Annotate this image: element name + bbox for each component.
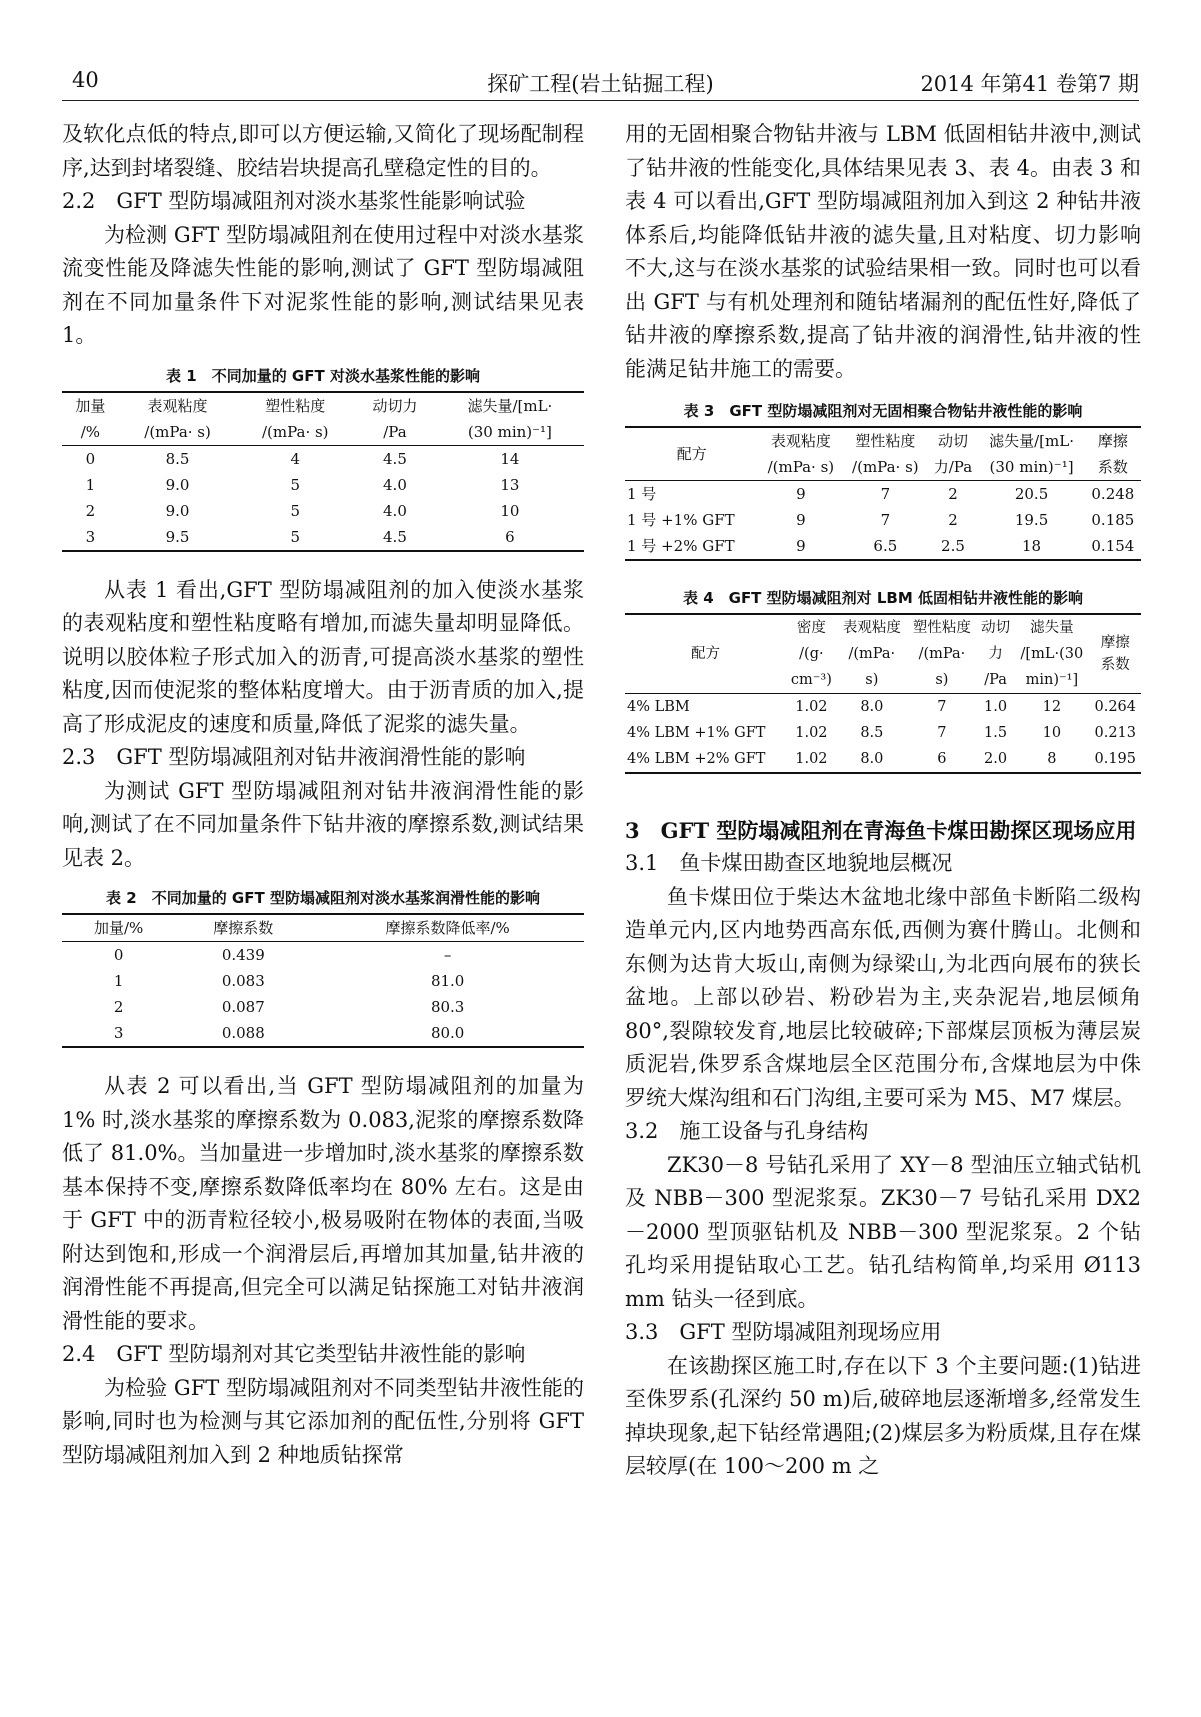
right-column (625, 118, 1141, 1484)
table-header-text: 摩擦 (1100, 635, 1130, 651)
cell: 8 (1047, 751, 1057, 767)
cell: 0.083 (221, 972, 265, 990)
paragraph: 从表 1 看出,GFT 型防塌减阻剂的加入使淡水基浆的表观粘度和塑性粘度略有增加,而滤失量却明显降低。说明以胶体粒子形式加入的沥青,可提高淡水基浆的塑性粘度,因而使泥浆的整体粘度增大。由于沥青质的加入,提高了形成泥皮的速度和质量,降低了泥浆的滤失量。 (62, 577, 584, 736)
cell: 6.5 (873, 537, 898, 555)
table-row (625, 720, 1141, 746)
table-header: (30 min)⁻¹] (978, 454, 1084, 481)
table-2 (62, 913, 584, 1048)
paragraph: 为测试 GFT 型防塌减阻剂对钻井液润滑性能的影响,测试了在不同加量条件下钻井液的摩擦系数,测试结果见表 2。 (62, 778, 584, 870)
table-row (625, 481, 1141, 508)
cell: 1.02 (795, 751, 828, 767)
table-header: 配方 (625, 427, 759, 481)
table-header: 动切力 (372, 396, 418, 415)
cell: 7 (880, 485, 891, 503)
table-header: 配方 (625, 614, 786, 694)
table-header: s) (837, 667, 907, 694)
table-header: 塑性粘度 (855, 432, 916, 450)
cell: 4.0 (383, 501, 407, 520)
cell: 18 (1022, 537, 1042, 555)
cell: 1 号 +1% GFT (627, 511, 735, 529)
cell: 1 号 +2% GFT (627, 537, 735, 555)
paragraph: 从表 2 可以看出,当 GFT 型防塌减阻剂的加量为 1% 时,淡水基浆的摩擦系数为 0.083,泥浆的摩擦系数降低了 81.0%。当加量进一步增加时,淡水基浆的摩擦系数基本保持不变,摩擦系数降低率均在 80% 左右。这是由于 GFT 中的沥青粒径较小,极易吸附在物体的表面,当吸附达到饱和,形成一个润滑层后,再增加其加量,钻井液的润滑性能不再提高,但完全可以满足钻探施工对钻井液润滑性能的要求。 (62, 1074, 584, 1333)
table-header: /(mPa· s) (236, 419, 354, 446)
table-header: 表观粘度 (842, 620, 901, 636)
cell: 10 (1042, 725, 1062, 741)
cell: 0.088 (221, 1024, 265, 1042)
table-header: /Pa (354, 419, 436, 446)
table-row (625, 507, 1141, 533)
cell: 0.195 (1094, 751, 1137, 767)
cell: 0.154 (1091, 537, 1135, 555)
cell: 0.185 (1091, 511, 1135, 529)
cell: 13 (500, 475, 520, 494)
table-header: 力/Pa (928, 454, 979, 481)
section-heading-3-3: 3.3 GFT 型防塌减阻剂现场应用 (625, 1320, 942, 1344)
table-header: 加量/% (62, 914, 175, 942)
cell: 1 (85, 475, 96, 494)
cell: 19.5 (1014, 511, 1049, 529)
cell: 3 (113, 1024, 124, 1042)
table-header: s) (907, 667, 977, 694)
journal-name: 探矿工程(岩土钻掘工程) (487, 72, 714, 96)
table-header: 动切 (937, 432, 968, 450)
cell: 2.0 (984, 751, 1008, 767)
paragraph: 为检验 GFT 型防塌减阻剂对不同类型钻井液性能的影响,同时也为检测与其它添加剂的配伍性,分别将 GFT 型防塌减阻剂加入到 2 种地质钻探常 (62, 1375, 584, 1467)
paragraph: 及软化点低的特点,即可以方便运输,又简化了现场配制程序,达到封堵裂缝、胶结岩块提高孔壁稳定性的目的。 (62, 122, 584, 180)
table-header: /% (62, 419, 119, 446)
table-header: 表观粘度 (770, 432, 831, 450)
table-header: 摩擦系数降低率/% (311, 914, 584, 942)
cell: 1.02 (795, 699, 828, 715)
table-row (62, 1020, 584, 1047)
cell: 5 (290, 501, 301, 520)
table-header: /Pa (977, 667, 1014, 694)
cell: 8.0 (860, 699, 884, 715)
cell: 0.248 (1091, 485, 1135, 503)
table-header: 表观粘度 (147, 396, 208, 415)
section-heading-3: 3 GFT 型防塌减阻剂在青海鱼卡煤田勘探区现场应用 (625, 818, 1137, 843)
cell: 81.0 (430, 972, 465, 990)
cell: 4% LBM (627, 699, 690, 715)
cell: 4% LBM +1% GFT (627, 725, 766, 741)
table-header-text: 系数 (1100, 657, 1130, 673)
running-header (62, 60, 1139, 101)
cell: 80.0 (430, 1024, 465, 1042)
table-header: /(mPa· (918, 646, 966, 662)
issue-info: 2014 年第41 卷第7 期 (920, 72, 1139, 96)
cell: 7 (937, 725, 947, 741)
table-header: 系数 (1085, 454, 1141, 481)
table-header: /(mPa· s) (759, 454, 843, 481)
section-heading-2-2: 2.2 GFT 型防塌减阻剂对淡水基浆性能影响试验 (62, 189, 526, 213)
cell: 9.5 (165, 527, 190, 546)
cell: 7 (937, 699, 947, 715)
cell: 9 (796, 537, 806, 555)
cell: 0.087 (221, 998, 265, 1016)
left-column (62, 118, 584, 1472)
table-header: /(mPa· s) (843, 454, 927, 481)
cell: – (443, 946, 452, 964)
table-4 (625, 613, 1141, 774)
cell: 10 (500, 501, 520, 520)
cell: 1.02 (795, 725, 828, 741)
section-heading-2-4: 2.4 GFT 型防塌剂对其它类型钻井液性能的影响 (62, 1342, 526, 1366)
table-header: cm⁻³) (786, 667, 837, 694)
table-header: /(g· (799, 646, 824, 662)
cell: 7 (880, 511, 891, 529)
cell: 2 (948, 511, 958, 529)
table-header: 密度 (796, 620, 826, 636)
cell: 4 (290, 449, 301, 468)
cell: 5 (290, 475, 301, 494)
cell: 8.5 (165, 449, 190, 468)
table-header: /[mL·(30 (1020, 646, 1084, 662)
table-header: 力 (988, 646, 1003, 662)
table-row (62, 968, 584, 994)
table-row (625, 694, 1141, 721)
table-row (62, 524, 584, 551)
table-header: 滤失量/[mL· (467, 396, 553, 415)
cell: 0.264 (1094, 699, 1137, 715)
cell: 3 (85, 527, 96, 546)
table-1-caption: 表 1 不同加量的 GFT 对淡水基浆性能的影响 (166, 366, 480, 385)
paragraph: ZK30－8 号钻孔采用了 XY－8 型油压立轴式钻机及 NBB－300 型泥浆泵。ZK30－7 号钻孔采用 DX2－2000 型顶驱钻机及 NBB－300 型泥浆泵。2 个钻孔均采用提钻取心工艺。钻孔结构简单,均采用 Ø113 mm 钻头一径到底。 (625, 1152, 1141, 1311)
paragraph: 用的无固相聚合物钻井液与 LBM 低固相钻井液中,测试了钻井液的性能变化,具体结果见表 3、表 4。由表 3 和表 4 可以看出,GFT 型防塌减阻剂加入到这 2 种钻井液体系后,均能降低钻井液的滤失量,且对粘度、切力影响不大,这与在淡水基浆的试验结果相一致。同时也可以看出 GFT 与有机处理剂和随钻堵漏剂的配伍性好,降低了钻井液的摩擦系数,提高了钻井液的润滑性,钻井液的性能满足钻井施工的需要。 (625, 122, 1141, 381)
cell: 80.3 (430, 998, 465, 1016)
paragraph: 鱼卡煤田位于柴达木盆地北缘中部鱼卡断陷二级构造单元内,区内地势西高东低,西侧为赛什腾山。北侧和东侧为达肯大坂山,南侧为绿梁山,为北西向展布的狭长盆地。上部以砂岩、粉砂岩为主,夹杂泥岩,地层倾角 80°,裂隙较发育,地层比较破碎;下部煤层顶板为薄层炭质泥岩,侏罗系含煤地层全区范围分布,含煤地层为中侏罗统大煤沟组和石门沟组,主要可采为 M5、M7 煤层。 (625, 884, 1141, 1110)
cell: 9.0 (165, 501, 190, 520)
table-header: (30 min)⁻¹] (436, 419, 584, 446)
table-header: 摩擦 (1097, 432, 1128, 450)
cell: 1 号 (627, 485, 657, 503)
table-header: min)⁻¹] (1014, 667, 1089, 694)
cell: 4% LBM +2% GFT (627, 751, 766, 767)
section-heading-3-2: 3.2 施工设备与孔身结构 (625, 1119, 869, 1143)
table-header: 塑性粘度 (912, 620, 971, 636)
cell: 0 (113, 946, 124, 964)
cell: 20.5 (1014, 485, 1049, 503)
page-number: 40 (72, 68, 99, 92)
cell: 8.5 (860, 725, 884, 741)
table-header: 加量 (75, 396, 106, 415)
cell: 8.0 (860, 751, 884, 767)
table-1 (62, 391, 584, 552)
table-row (62, 994, 584, 1020)
table-row (62, 498, 584, 524)
table-3-caption: 表 3 GFT 型防塌减阻剂对无固相聚合物钻井液性能的影响 (683, 402, 1083, 420)
table-row (62, 942, 584, 969)
cell: 2 (85, 501, 96, 520)
table-header: /(mPa· s) (119, 419, 237, 446)
table-header: 塑性粘度 (265, 396, 326, 415)
cell: 1.0 (984, 699, 1008, 715)
table-header: 摩擦系数 (175, 914, 311, 942)
cell: 4.5 (383, 527, 407, 546)
cell: 0.213 (1094, 725, 1137, 741)
table-row (62, 472, 584, 498)
table-2-caption: 表 2 不同加量的 GFT 型防塌减阻剂对淡水基浆润滑性能的影响 (106, 889, 540, 907)
cell: 1 (113, 972, 124, 990)
cell: 5 (290, 527, 301, 546)
table-row (625, 533, 1141, 560)
table-4-caption: 表 4 GFT 型防塌减阻剂对 LBM 低固相钻井液性能的影响 (682, 589, 1084, 607)
table-3 (625, 426, 1141, 561)
section-heading-3-1: 3.1 鱼卡煤田勘查区地貌地层概况 (625, 851, 953, 875)
table-row (62, 445, 584, 472)
table-header: 动切 (981, 620, 1011, 636)
cell: 2.5 (941, 537, 965, 555)
cell: 9.0 (165, 475, 190, 494)
table-header: 滤失量 (1030, 620, 1074, 636)
paragraph: 为检测 GFT 型防塌减阻剂在使用过程中对淡水基浆流变性能及降滤失性能的影响,测试了 GFT 型防塌减阻剂在不同加量条件下对泥浆性能的影响,测试结果见表 1。 (62, 222, 584, 347)
cell: 12 (1042, 699, 1062, 715)
cell: 4.5 (383, 449, 407, 468)
table-header: 滤失量/[mL· (989, 432, 1074, 450)
cell: 9 (796, 511, 806, 529)
cell: 2 (113, 998, 124, 1016)
cell: 6 (937, 751, 947, 767)
table-row (625, 746, 1141, 773)
cell: 1.5 (984, 725, 1008, 741)
cell: 4.0 (383, 475, 407, 494)
table-header: /(mPa· (848, 646, 896, 662)
cell: 14 (500, 449, 520, 468)
cell: 6 (505, 527, 515, 546)
cell: 2 (948, 485, 958, 503)
section-heading-2-3: 2.3 GFT 型防塌减阻剂对钻井液润滑性能的影响 (62, 745, 526, 769)
table-header (1090, 614, 1141, 694)
cell: 0.439 (221, 946, 265, 964)
paragraph: 在该勘探区施工时,存在以下 3 个主要问题:(1)钻进至侏罗系(孔深约 50 m)后,破碎地层逐渐增多,经常发生掉块现象,起下钻经常遇阻;(2)煤层多为粉质煤,且存在煤层较厚(在 100～200 m 之 (625, 1353, 1141, 1478)
cell: 9 (796, 485, 806, 503)
cell: 0 (85, 449, 96, 468)
